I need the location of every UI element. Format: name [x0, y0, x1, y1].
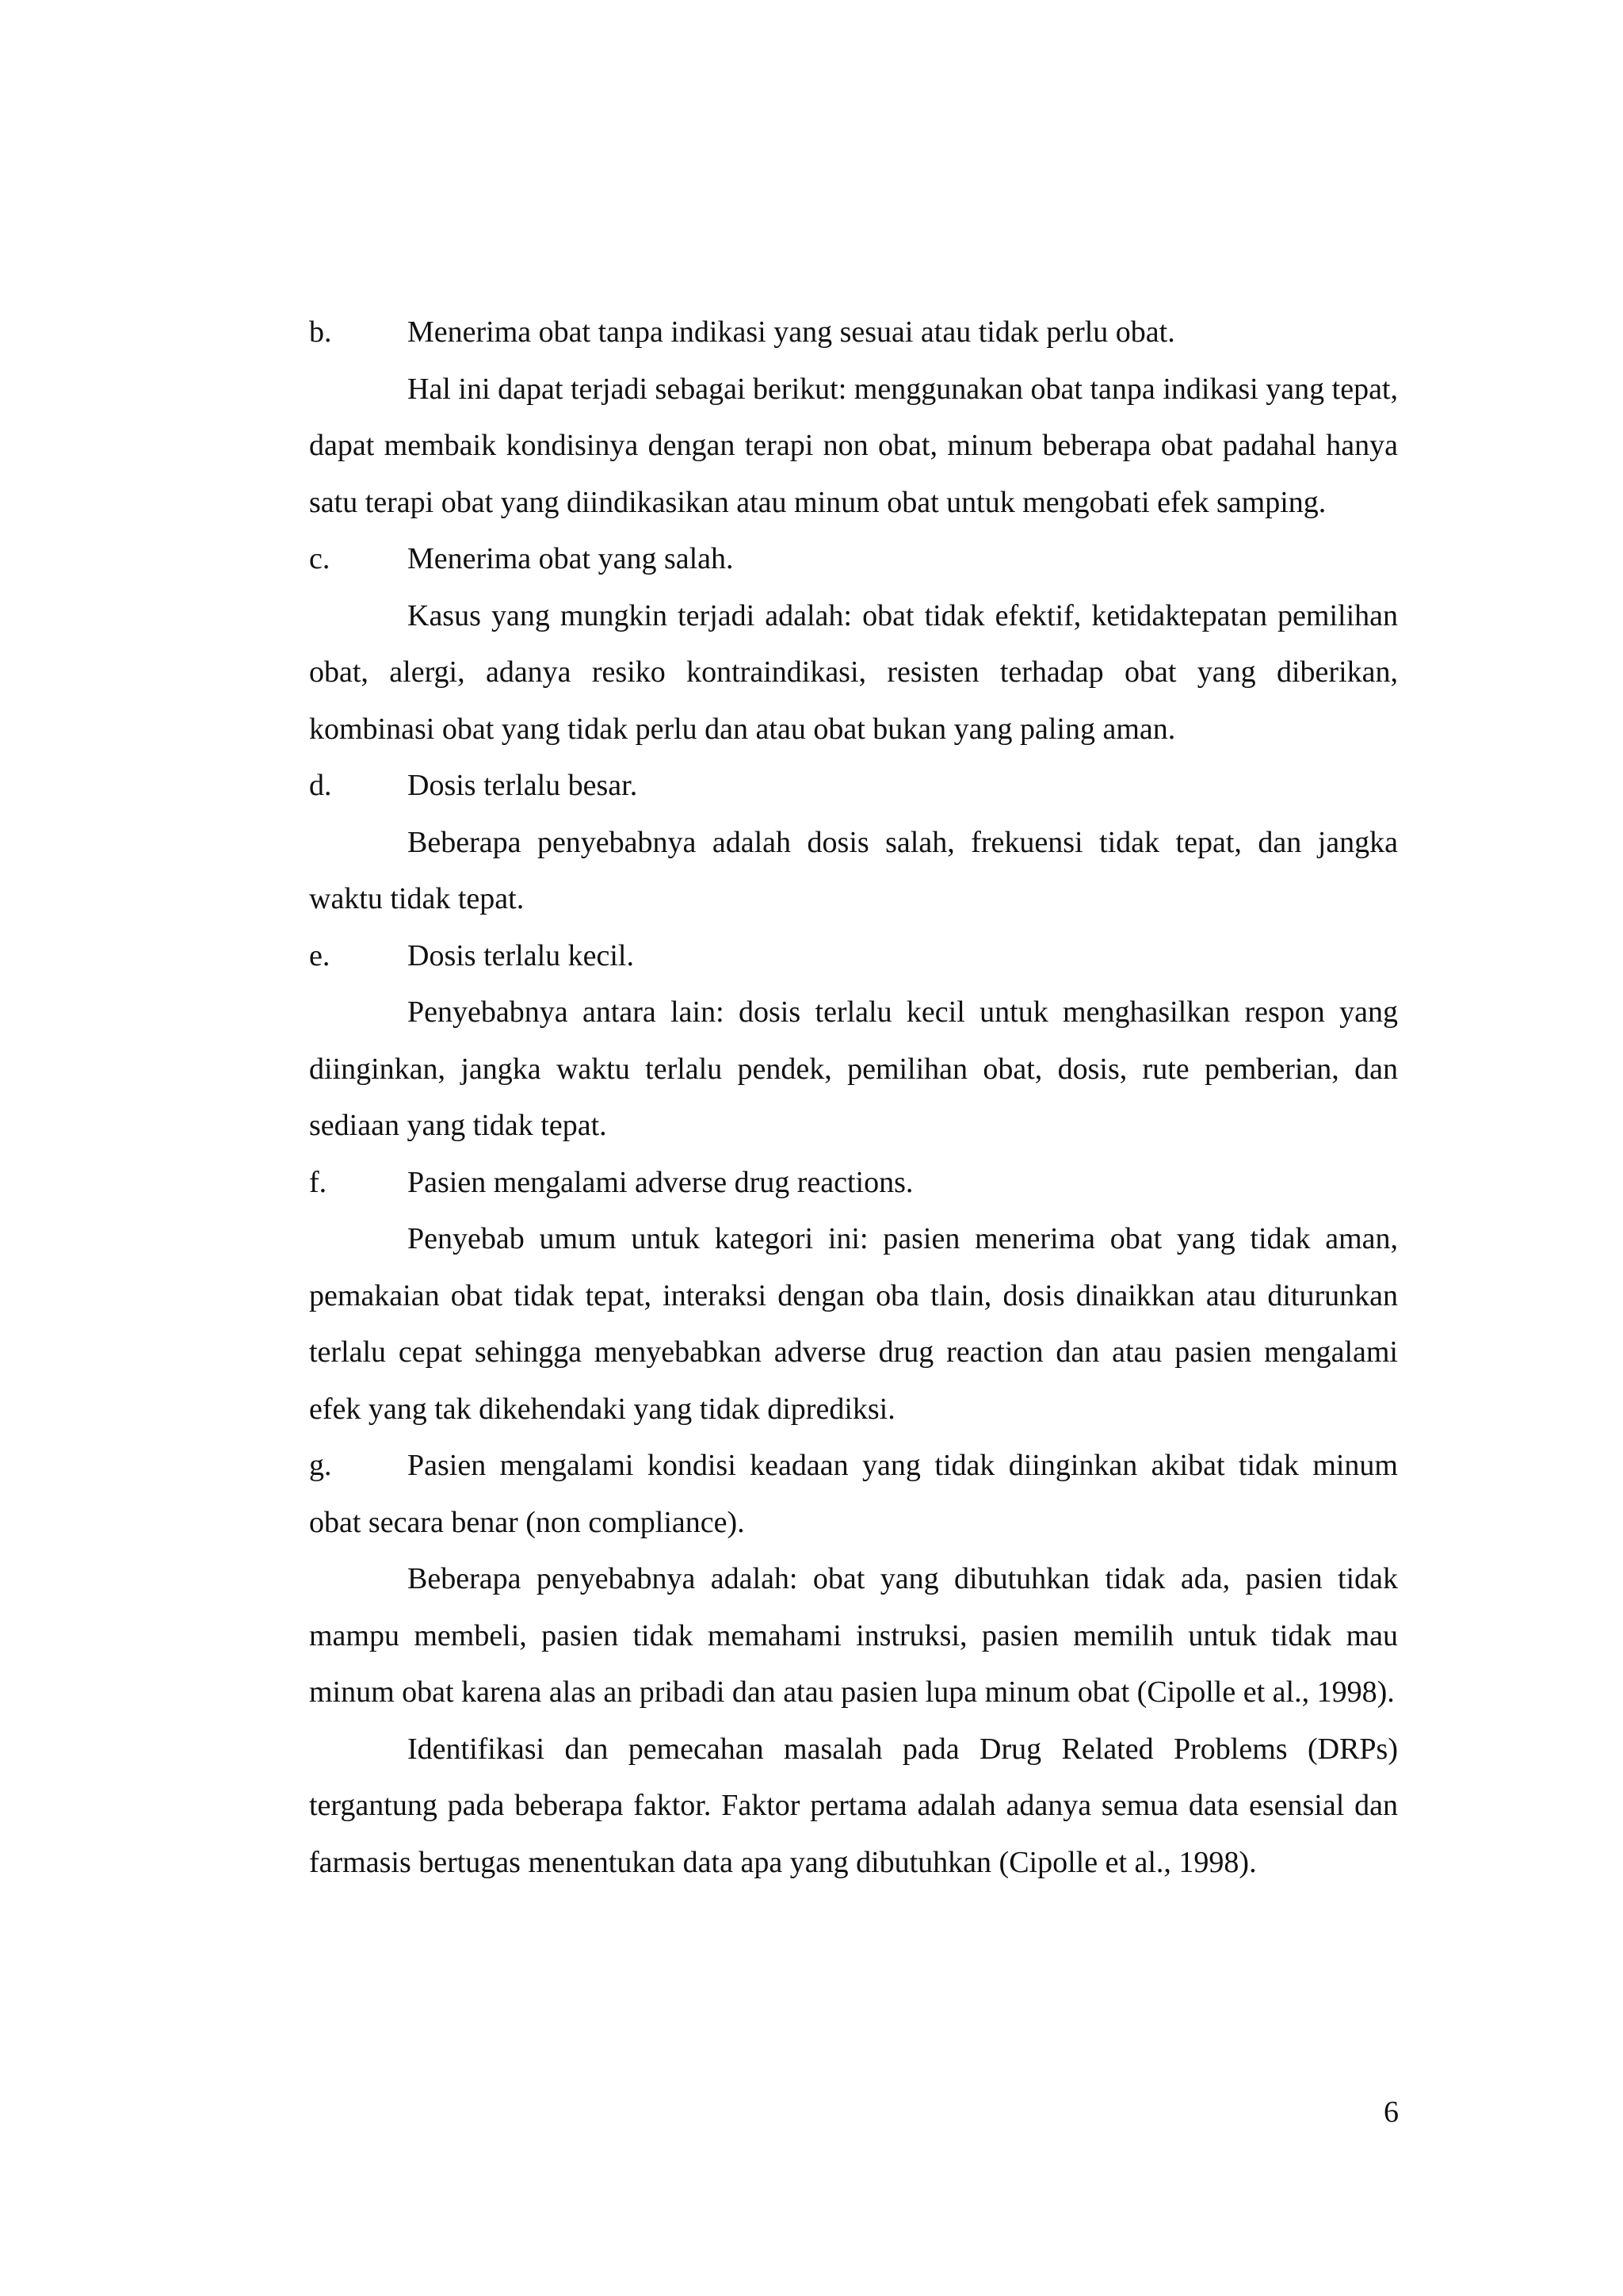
list-item-f	[309, 1155, 1398, 1212]
list-marker: f.	[309, 1165, 327, 1199]
list-item-heading: Dosis terlalu kecil.	[407, 938, 634, 972]
list-item-paragraph: Penyebab umum untuk kategori ini: pasien menerima obat yang tidak aman, pemakaian obat tidak tepat, interaksi dengan oba tlain, dosis dinaikkan atau diturunkan terlalu cepat sehingga menyebabkan adverse drug reaction dan atau pasien mengalami efek yang tak dikehendaki yang tidak diprediksi.	[309, 1222, 1398, 1426]
list-marker: e.	[309, 938, 330, 972]
page-number: 6	[1384, 2095, 1399, 2129]
list-item-heading: Menerima obat tanpa indikasi yang sesuai atau tidak perlu obat.	[407, 315, 1175, 349]
list-marker: g.	[309, 1449, 332, 1482]
list-marker: b.	[309, 315, 332, 349]
list-item-heading: Menerima obat yang salah.	[407, 542, 734, 575]
list-item-heading: Dosis terlalu besar.	[407, 769, 638, 802]
list-item-paragraph: Hal ini dapat terjadi sebagai berikut: menggunakan obat tanpa indikasi yang tepat, dapat membaik kondisinya dengan terapi non obat, minum beberapa obat padahal hanya satu terapi obat yang diindikasikan atau minum obat untuk mengobati efek samping.	[309, 372, 1398, 519]
list-item-c	[309, 531, 1398, 588]
list-item-paragraph: Kasus yang mungkin terjadi adalah: obat tidak efektif, ketidaktepatan pemilihan obat, alergi, adanya resiko kontraindikasi, resisten terhadap obat yang diberikan, kombinasi obat yang tidak perlu dan atau obat bukan yang paling aman.	[309, 598, 1398, 746]
list-item-d	[309, 758, 1398, 815]
list-item-b	[309, 304, 1398, 361]
page-body	[309, 304, 1398, 1891]
list-item-paragraph: Beberapa penyebabnya adalah: obat yang dibutuhkan tidak ada, pasien tidak mampu membeli, pasien tidak memahami instruksi, pasien memilih untuk tidak mau minum obat karena alas an pribadi dan atau pasien lupa minum obat (Cipolle et al., 1998).	[309, 1562, 1398, 1709]
list-item-g	[309, 1438, 1398, 1551]
list-item-heading: Pasien mengalami adverse drug reactions.	[407, 1165, 914, 1199]
list-item-heading: Pasien mengalami kondisi keadaan yang tidak diinginkan akibat tidak minum obat secara benar (non compliance).	[309, 1449, 1398, 1539]
list-item-e	[309, 928, 1398, 985]
list-marker: d.	[309, 769, 332, 802]
closing-paragraph: Identifikasi dan pemecahan masalah pada Drug Related Problems (DRPs) tergantung pada beberapa faktor. Faktor pertama adalah adanya semua data esensial dan farmasis bertugas menentukan data apa yang dibutuhkan (Cipolle et al., 1998).	[309, 1732, 1398, 1879]
list-item-paragraph: Beberapa penyebabnya adalah dosis salah, frekuensi tidak tepat, dan jangka waktu tidak tepat.	[309, 825, 1398, 915]
list-marker: c.	[309, 542, 330, 575]
list-item-paragraph: Penyebabnya antara lain: dosis terlalu kecil untuk menghasilkan respon yang diinginkan, jangka waktu terlalu pendek, pemilihan obat, dosis, rute pemberian, dan sediaan yang tidak tepat.	[309, 995, 1398, 1142]
